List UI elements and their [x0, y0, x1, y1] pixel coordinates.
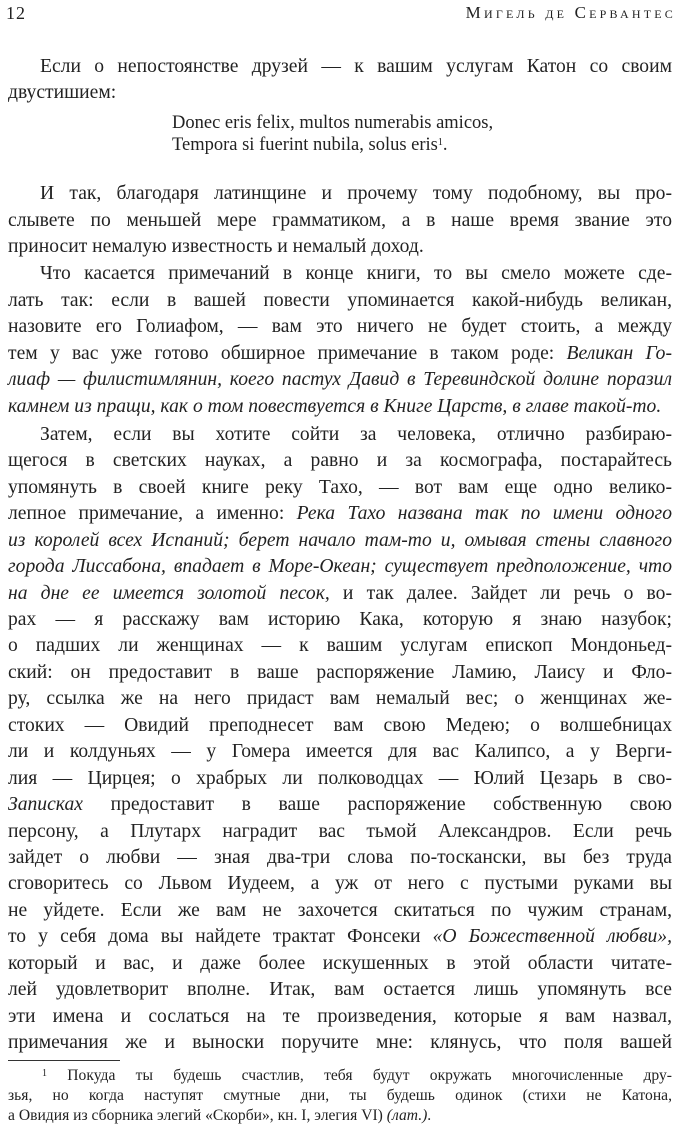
text-line: примечания же и выноски поручите мне: клянусь, что поля вашей: [8, 1032, 672, 1053]
text-line: лепное примечание, а именно: Река Тахо названа так по имени одного: [8, 503, 672, 524]
footnote-line: зья, но когда наступят смутные дни, ты будешь одинок (стихи не Катона,: [8, 1087, 672, 1104]
page-number: 12: [6, 3, 26, 23]
footnote-reference: 1: [437, 137, 443, 148]
text-line: тем у вас уже готово обширное примечание в таком роде: Великан Го-: [8, 343, 672, 364]
running-header: [6, 3, 676, 29]
text-line: на дне ее имеется золотой песок, и так далее. Зайдет ли речь о во-: [8, 583, 672, 604]
text-line: который и вас, и даже более искушенных в этой области читате-: [8, 953, 672, 974]
italic-text-line: из королей всех Испаний; берет начало там-то и, омывая стены славного: [8, 530, 672, 551]
latin-verse-line: Tempora si fuerint nubila, solus eris$^1$.: [172, 135, 448, 155]
text-line: щегося в светских науках, а равно и за космографа, постарайтесь: [8, 450, 672, 471]
text-line: Что касается примечаний в конце книги, то вы смело можете сде-: [40, 263, 672, 284]
footnote-line: а Овидия из сборника элегий «Скорби», кн. I, элегия VI) (лат.).: [8, 1107, 432, 1124]
text-line: лия — Цирцея; о храбрых ли полководцах — Юлий Цезарь в сво-: [8, 768, 672, 789]
text-line: зайдет о любви — зная два-три слова по-тоскански, вы без труда: [8, 847, 672, 868]
text-line: не уйдете. Если же вам не захочется скитаться по чужим странам,: [8, 900, 672, 921]
footnote-line: $^1$ Покуда ты будешь счастлив, тебя будут окружать многочисленные дру-: [42, 1067, 672, 1084]
text-line: то у себя дома вы найдете трактат Фонсеки «О Божественной любви»,: [8, 926, 672, 947]
text-line: лей удовлетворит вполне. Итак, вам остается лишь упомянуть все: [8, 979, 672, 1000]
text-line: двустишием:: [8, 82, 117, 103]
text-line: рах — я расскажу вам историю Кака, которую я знаю назубок;: [8, 609, 672, 630]
text-line: упомянуть в своей книге реку Тахо, — вот вам еще одно велико-: [8, 477, 672, 498]
footnote-divider: [8, 1060, 120, 1061]
text-line: И так, благодаря латинщине и прочему тому подобному, вы про-: [40, 183, 672, 204]
text-line: о падших ли женщинах — к вашим услугам епископ Мондоньед-: [8, 635, 672, 656]
text-line: ру, ссылка же на него придаст вам немалый вес; о женщинах же-: [8, 688, 672, 709]
italic-text-line: камнем из пращи, как о том повествуется в Книге Царств, в главе такой-то.: [8, 396, 662, 417]
text-line: эти имена и сослаться на те произведения, которые я вам назвал,: [8, 1006, 672, 1027]
text-line: Затем, если вы хотите сойти за человека, отлично разбираю-: [40, 424, 672, 445]
text-line: стоких — Овидий преподнесет вам свою Медею; о волшебницах: [8, 715, 672, 736]
text-line: Если о непостоянстве друзей — к вашим услугам Катон со своим: [40, 56, 672, 77]
text-line: приносит немалую известность и немалый доход.: [8, 236, 424, 257]
text-line: Записках предоставит в ваше распоряжение собственную свою: [8, 794, 672, 815]
text-line: персону, а Плутарх наградит вас тьмой Александров. Если речь: [8, 821, 672, 842]
footnote-marker: 1: [42, 1068, 47, 1079]
text-line: сговоритесь со Львом Иудеем, а уж от него с пустыми руками вы: [8, 873, 672, 894]
text-line: слывете по меньшей мере грамматиком, а в наше время звание это: [8, 210, 672, 231]
running-title: Мигель де Сервантес: [465, 3, 676, 22]
italic-text-line: города Лиссабона, впадает в Море-Океан; существует предположение, что: [8, 556, 672, 577]
italic-text-line: лиаф — филистимлянин, коего пастух Давид в Теревиндской долине поразил: [8, 369, 672, 390]
text-line: лать так: если в вашей повести упоминается какой-нибудь великан,: [8, 290, 672, 311]
latin-verse-line: Donec eris felix, multos numerabis amicos,: [172, 113, 494, 133]
text-line: ский: он предоставит в ваше распоряжение Ламию, Лаису и Фло-: [8, 662, 672, 683]
text-line: ли и колдуньях — у Гомера имеется для вас Калипсо, а у Верги-: [8, 741, 672, 762]
text-line: назовите его Голиафом, — вам это ничего не будет стоить, а между: [8, 316, 672, 337]
